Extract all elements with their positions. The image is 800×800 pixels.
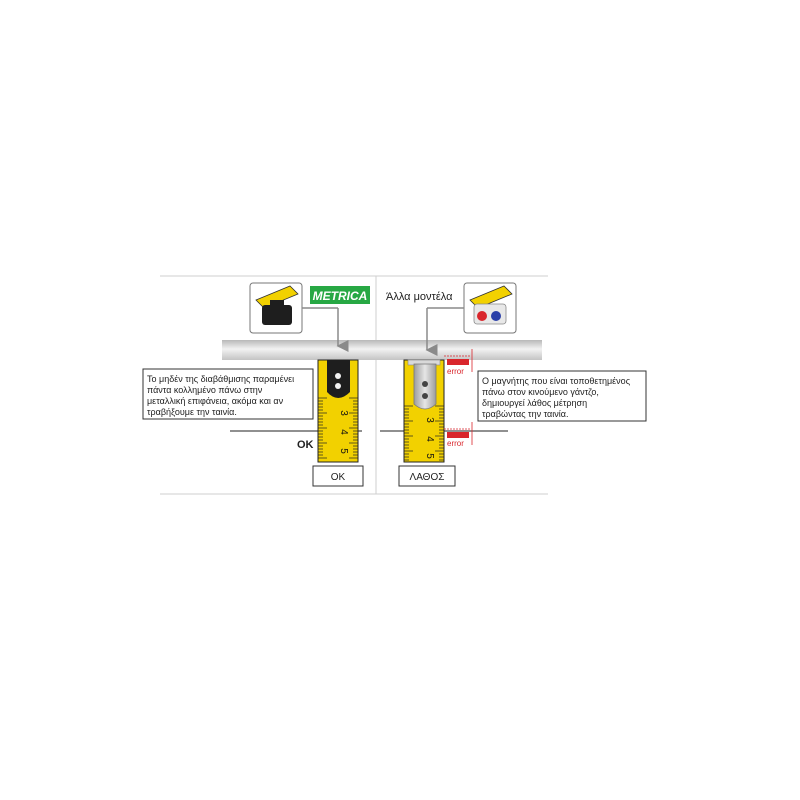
- tape-digit: 3: [338, 410, 349, 416]
- tape-digit: 3: [424, 417, 435, 423]
- svg-text:OK: OK: [330, 472, 346, 483]
- tape-digit: 4: [338, 429, 349, 435]
- hook-hole: [422, 393, 428, 399]
- metal-surface: [222, 340, 542, 360]
- svg-text:error: error: [447, 439, 464, 448]
- wrong-box: [399, 466, 455, 486]
- ok-mark: OK: [297, 439, 314, 451]
- svg-text:ΛΑΘΟΣ: ΛΑΘΟΣ: [409, 472, 445, 483]
- tape-digit: 4: [424, 436, 435, 442]
- svg-text:error: error: [447, 367, 464, 376]
- right-note-line: δημιουργεί λάθος μέτρηση: [482, 398, 588, 408]
- svg-text:METRICA: METRICA: [312, 289, 368, 303]
- left-note-line: τραβήξουμε την ταινία.: [147, 407, 237, 417]
- other-models-label: Άλλα μοντέλα: [386, 291, 453, 303]
- metrica-tape-icon-box: [250, 283, 302, 333]
- metrica-logo: [310, 286, 370, 304]
- right-note-line: Ο μαγνήτης που είναι τοποθετημένος: [482, 376, 631, 386]
- hook-hole: [335, 383, 341, 389]
- right-note-box: [478, 371, 646, 421]
- error-indicator-bottom: [444, 422, 472, 448]
- ok-box: [313, 466, 363, 486]
- left-note-line: Το μηδέν της διαβάθμισης παραμένει: [147, 374, 295, 384]
- right-tape: [404, 360, 444, 462]
- left-note-box: [143, 369, 313, 419]
- left-note-line: μεταλλική επιφάνεια, ακόμα και αν: [147, 396, 284, 406]
- right-note-line: τραβώντας την ταινία.: [482, 409, 569, 419]
- tape-digit: 5: [424, 453, 435, 459]
- left-tape: [318, 360, 358, 462]
- tape-digit: 5: [338, 448, 349, 454]
- magnet-red-icon: [477, 311, 487, 321]
- right-note-line: πάνω στον κινούμενο γάντζο,: [482, 387, 599, 397]
- hook-hole: [335, 373, 341, 379]
- left-note-line: πάντα κολλημένο πάνω στην: [147, 385, 263, 395]
- hook-hole: [422, 381, 428, 387]
- magnet-blue-icon: [491, 311, 501, 321]
- black-hook: [327, 360, 350, 398]
- other-tape-icon-box: [464, 283, 516, 333]
